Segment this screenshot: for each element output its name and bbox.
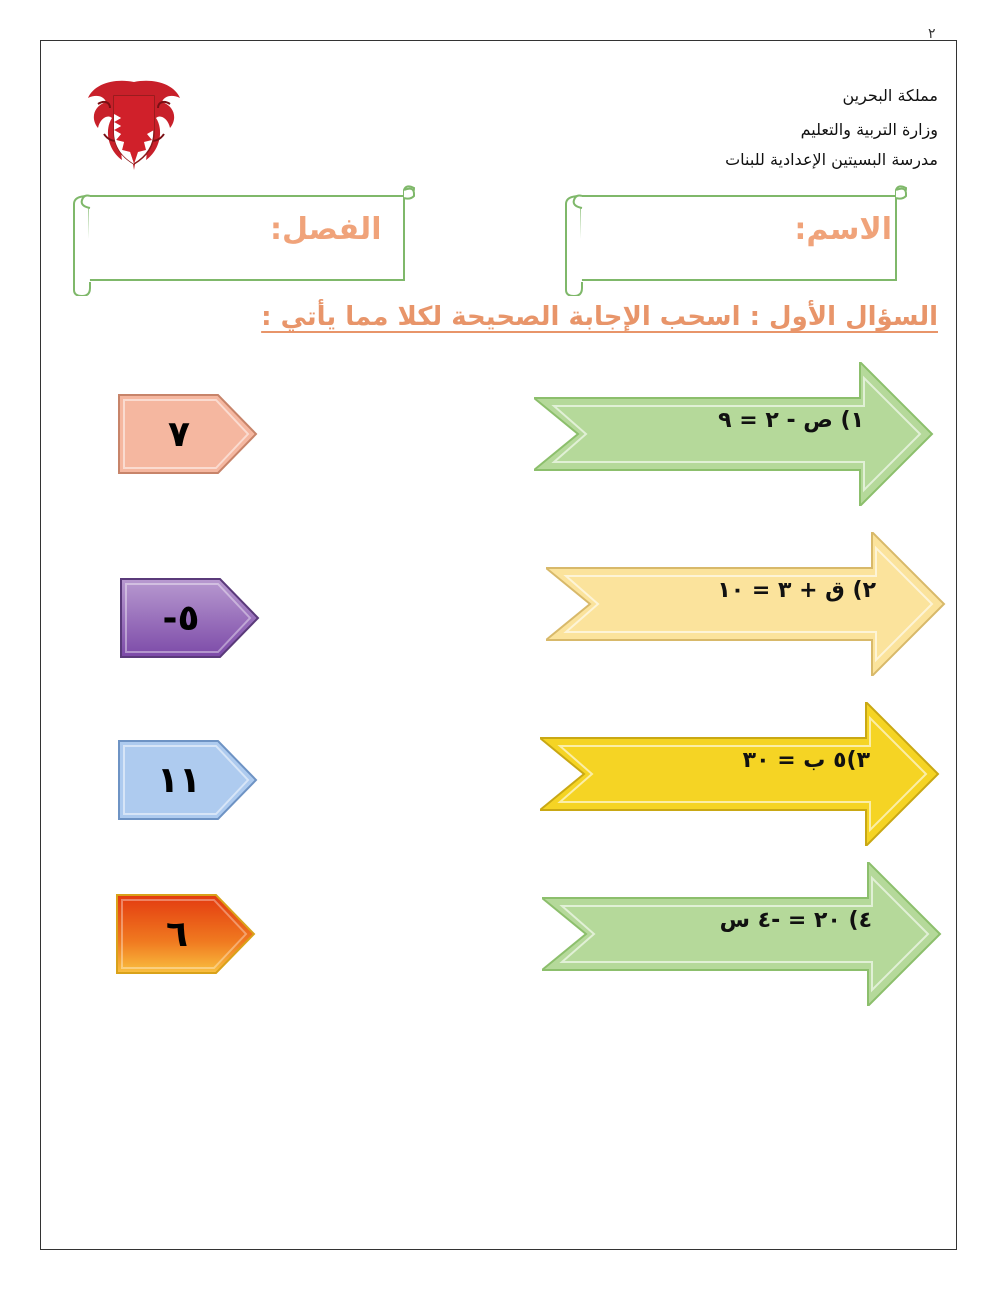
equation-2: ٢) ق + ٣ = ١٠ [717, 578, 876, 603]
question-title: السؤال الأول : اسحب الإجابة الصحيحة لكلا مما يأتي : [261, 302, 938, 332]
page-number: ٢ [928, 26, 936, 42]
answer-value-2: -٥ [162, 597, 200, 639]
equation-arrow-3[interactable] [540, 702, 940, 846]
header-ministry: وزارة التربية والتعليم [800, 120, 938, 139]
equation-arrow-1[interactable] [534, 362, 934, 506]
header-school: مدرسة البسيتين الإعدادية للبنات [725, 150, 938, 169]
name-label: الاسم: [794, 212, 892, 247]
answer-tile-3[interactable] [118, 740, 258, 820]
answer-value-3: ١١ [157, 759, 201, 801]
class-label: الفصل: [270, 212, 382, 247]
answer-value-4: ٦ [166, 913, 188, 955]
equation-3: ٣)٥ ب = ٣٠ [742, 748, 870, 773]
name-field[interactable] [562, 184, 908, 296]
class-field[interactable] [70, 184, 416, 296]
equation-arrow-4[interactable] [542, 862, 942, 1006]
answer-tile-4[interactable] [116, 894, 256, 974]
equation-4: ٤) ٢٠ = -٤ س [719, 908, 872, 933]
answer-tile-2[interactable] [120, 578, 260, 658]
answer-value-1: ٧ [168, 413, 190, 455]
bahrain-emblem-icon [84, 74, 184, 176]
equation-arrow-2[interactable] [546, 532, 946, 676]
header-kingdom: مملكة البحرين [842, 86, 938, 105]
answer-tile-1[interactable] [118, 394, 258, 474]
equation-1: ١) ص - ٢ = ٩ [718, 408, 864, 433]
